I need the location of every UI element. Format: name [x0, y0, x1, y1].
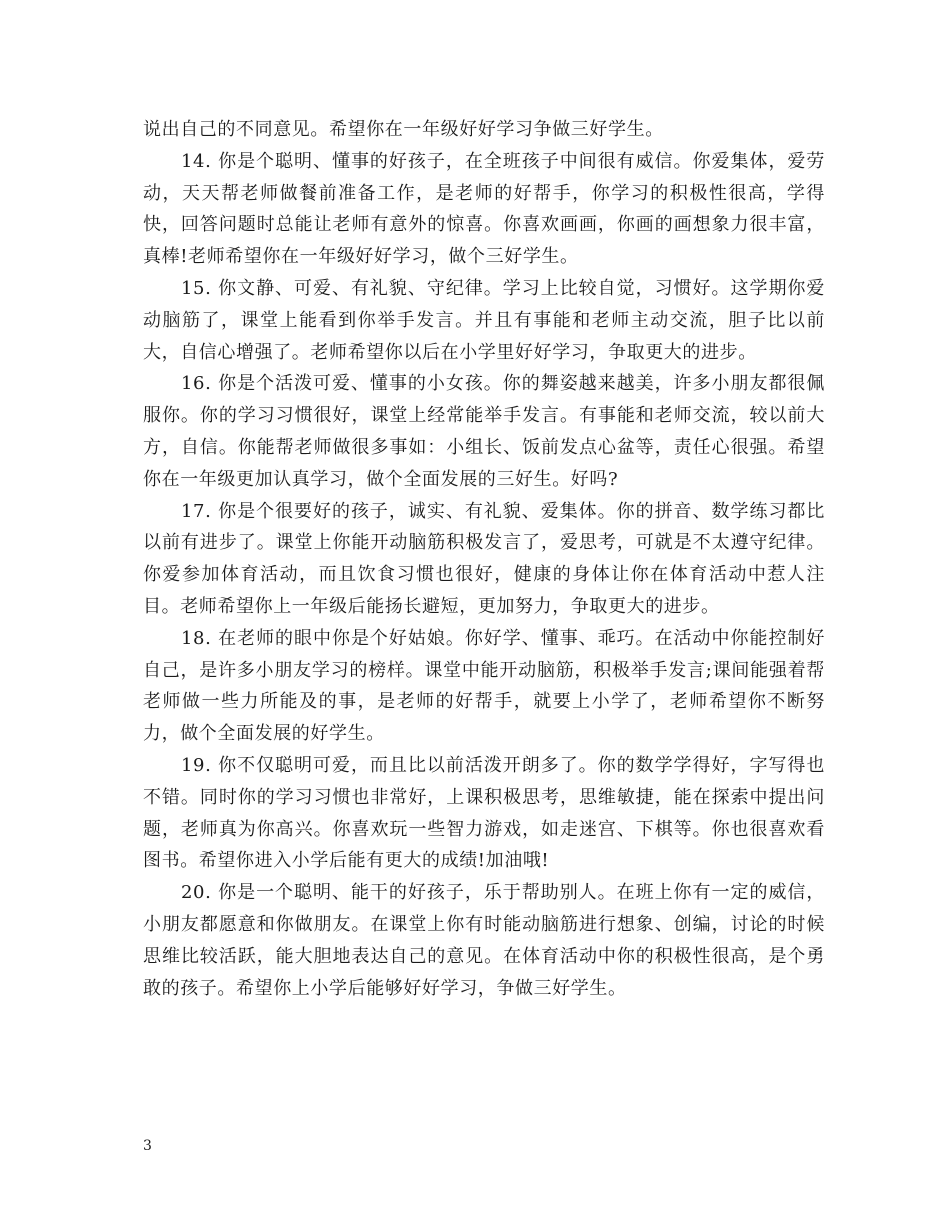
- paragraph-continuation: 说出自己的不同意见。希望你在一年级好好学习争做三好学生。: [143, 119, 664, 140]
- document-body: [143, 114, 825, 1004]
- paragraph-item-20: 20. 你是一个聪明、能干的好孩子，乐于帮助别人。在班上你有一定的威信，小朋友都愿意和你做朋友。在课堂上你有时能动脑筋进行想象、创编，讨论的时候思维比较活跃，能大胆地表达自己的意见。在体育活动中你的积极性很高，是个勇敢的孩子。希望你上小学后能够好好学习，争做三好学生。: [143, 882, 825, 999]
- paragraph-item-17: 17. 你是个很要好的孩子，诚实、有礼貌、爱集体。你的拼音、数学练习都比以前有进步了。课堂上你能开动脑筋积极发言了，爱思考，可就是不太遵守纪律。你爱参加体育活动，而且饮食习惯也很好，健康的身体让你在体育活动中惹人注目。老师希望你上一年级后能扬长避短，更加努力，争取更大的进步。: [143, 500, 825, 617]
- paragraph-item-16: 16. 你是个活泼可爱、懂事的小女孩。你的舞姿越来越美，许多小朋友都很佩服你。你的学习习惯很好，课堂上经常能举手发言。有事能和老师交流，较以前大方，自信。你能帮老师做很多事如：小组长、饭前发点心盆等，责任心很强。希望你在一年级更加认真学习，做个全面发展的三好生。好吗?: [143, 373, 825, 490]
- page-number: 3: [143, 1138, 152, 1154]
- paragraph-item-18: 18. 在老师的眼中你是个好姑娘。你好学、懂事、乖巧。在活动中你能控制好自己，是许多小朋友学习的榜样。课堂中能开动脑筋，积极举手发言;课间能强着帮老师做一些力所能及的事，是老师的好帮手，就要上小学了，老师希望你不断努力，做个全面发展的好学生。: [143, 627, 825, 745]
- paragraph-item-15: 15. 你文静、可爱、有礼貌、守纪律。学习上比较自觉，习惯好。这学期你爱动脑筋了，课堂上能看到你举手发言。并且有事能和老师主动交流，胆子比以前大，自信心增强了。老师希望你以后在小学里好好学习，争取更大的进步。: [143, 277, 825, 363]
- paragraph-item-19: 19. 你不仅聪明可爱，而且比以前活泼开朗多了。你的数学学得好，字写得也不错。同时你的学习习惯也非常好，上课积极思考，思维敏捷，能在探索中提出问题，老师真为你高兴。你喜欢玩一些智力游戏，如走迷宫、下棋等。你也很喜欢看图书。希望你进入小学后能有更大的成绩!加油哦!: [143, 754, 825, 872]
- paragraph-item-14: 14. 你是个聪明、懂事的好孩子，在全班孩子中间很有威信。你爱集体，爱劳动，天天帮老师做餐前准备工作，是老师的好帮手，你学习的积极性很高，学得快，回答问题时总能让老师有意外的惊喜。你喜欢画画，你画的画想象力很丰富，真棒!老师希望你在一年级好好学习，做个三好学生。: [143, 150, 825, 268]
